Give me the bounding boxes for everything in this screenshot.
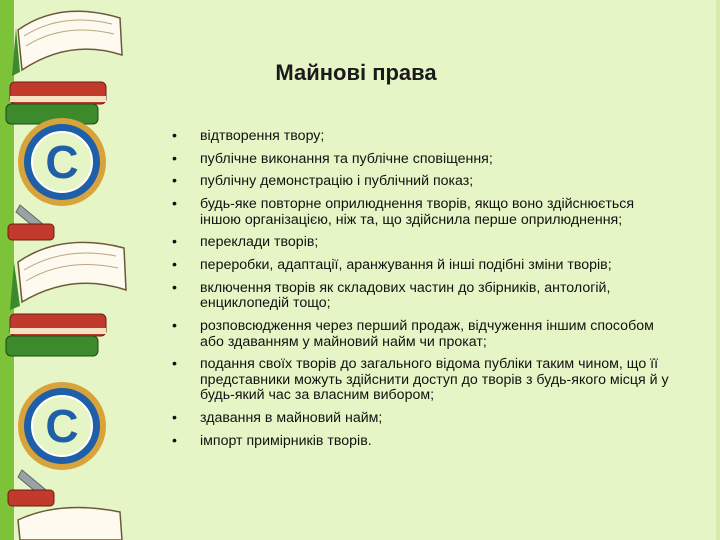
bullet-icon: •	[172, 150, 177, 167]
bullet-icon: •	[172, 257, 177, 274]
list-item-text: публічну демонстрацію і публічний показ;	[200, 173, 474, 190]
bullet-icon: •	[172, 279, 177, 296]
list-item-text: будь-яке повторне оприлюднення творів, якщо воно здійснюється іншою організацією, ніж та, що здійснила перше оприлюднення;	[200, 196, 635, 228]
list-item-text: відтворення твору;	[200, 128, 325, 144]
rights-list	[172, 129, 672, 457]
list-item-text: включення творів як складових частин до збірників, антологій, енциклопедій тощо;	[200, 279, 611, 312]
list-item-text: переробки, адаптації, аранжування й інші подібні зміни творів;	[200, 257, 612, 274]
bullet-icon: •	[172, 410, 177, 427]
list-item	[172, 129, 672, 145]
bullet-icon: •	[172, 128, 177, 144]
book-stack-icon	[6, 314, 106, 356]
bullet-icon: •	[172, 173, 177, 190]
list-item-text: публічне виконання та публічне сповіщення;	[200, 150, 493, 167]
list-item	[172, 235, 672, 251]
open-book-icon	[10, 242, 126, 310]
quill-icon	[8, 470, 54, 506]
book-stack-icon	[6, 82, 106, 124]
bullet-icon: •	[172, 432, 177, 449]
svg-text:C: C	[45, 136, 79, 188]
svg-text:C: C	[45, 400, 79, 452]
list-item	[172, 174, 672, 190]
list-item	[172, 197, 672, 228]
copyright-icon	[18, 382, 106, 470]
list-item	[172, 411, 672, 427]
list-item	[172, 434, 672, 450]
bullet-icon: •	[172, 196, 177, 213]
list-item	[172, 152, 672, 168]
bullet-icon: •	[172, 356, 177, 373]
open-book-icon	[18, 508, 122, 540]
page-title: Майнові права	[275, 60, 437, 85]
list-item	[172, 357, 672, 404]
list-item-text: здавання в майновий найм;	[200, 410, 383, 427]
list-item-text: розповсюдження через перший продаж, відчуження іншим способом або здаванням у майновий найм чи прокат;	[200, 318, 654, 350]
list-item-text: переклади творів;	[200, 234, 319, 251]
list-item	[172, 319, 672, 350]
list-item	[172, 258, 672, 274]
list-item	[172, 281, 672, 312]
bullet-icon: •	[172, 318, 177, 334]
right-edge-strip	[716, 0, 720, 540]
quill-icon	[8, 205, 54, 240]
open-book-icon	[12, 11, 122, 76]
list-item-text: імпорт примірників творів.	[200, 432, 372, 449]
copyright-icon	[18, 118, 106, 206]
books-copyright-decoration	[0, 0, 170, 540]
list-item-text: подання своїх творів до загального відома публіки таким чином, що її представники можуть здійснити доступ до творів з будь-якого місця й у будь-який час за власним вибором;	[200, 356, 669, 404]
bullet-icon: •	[172, 234, 177, 251]
